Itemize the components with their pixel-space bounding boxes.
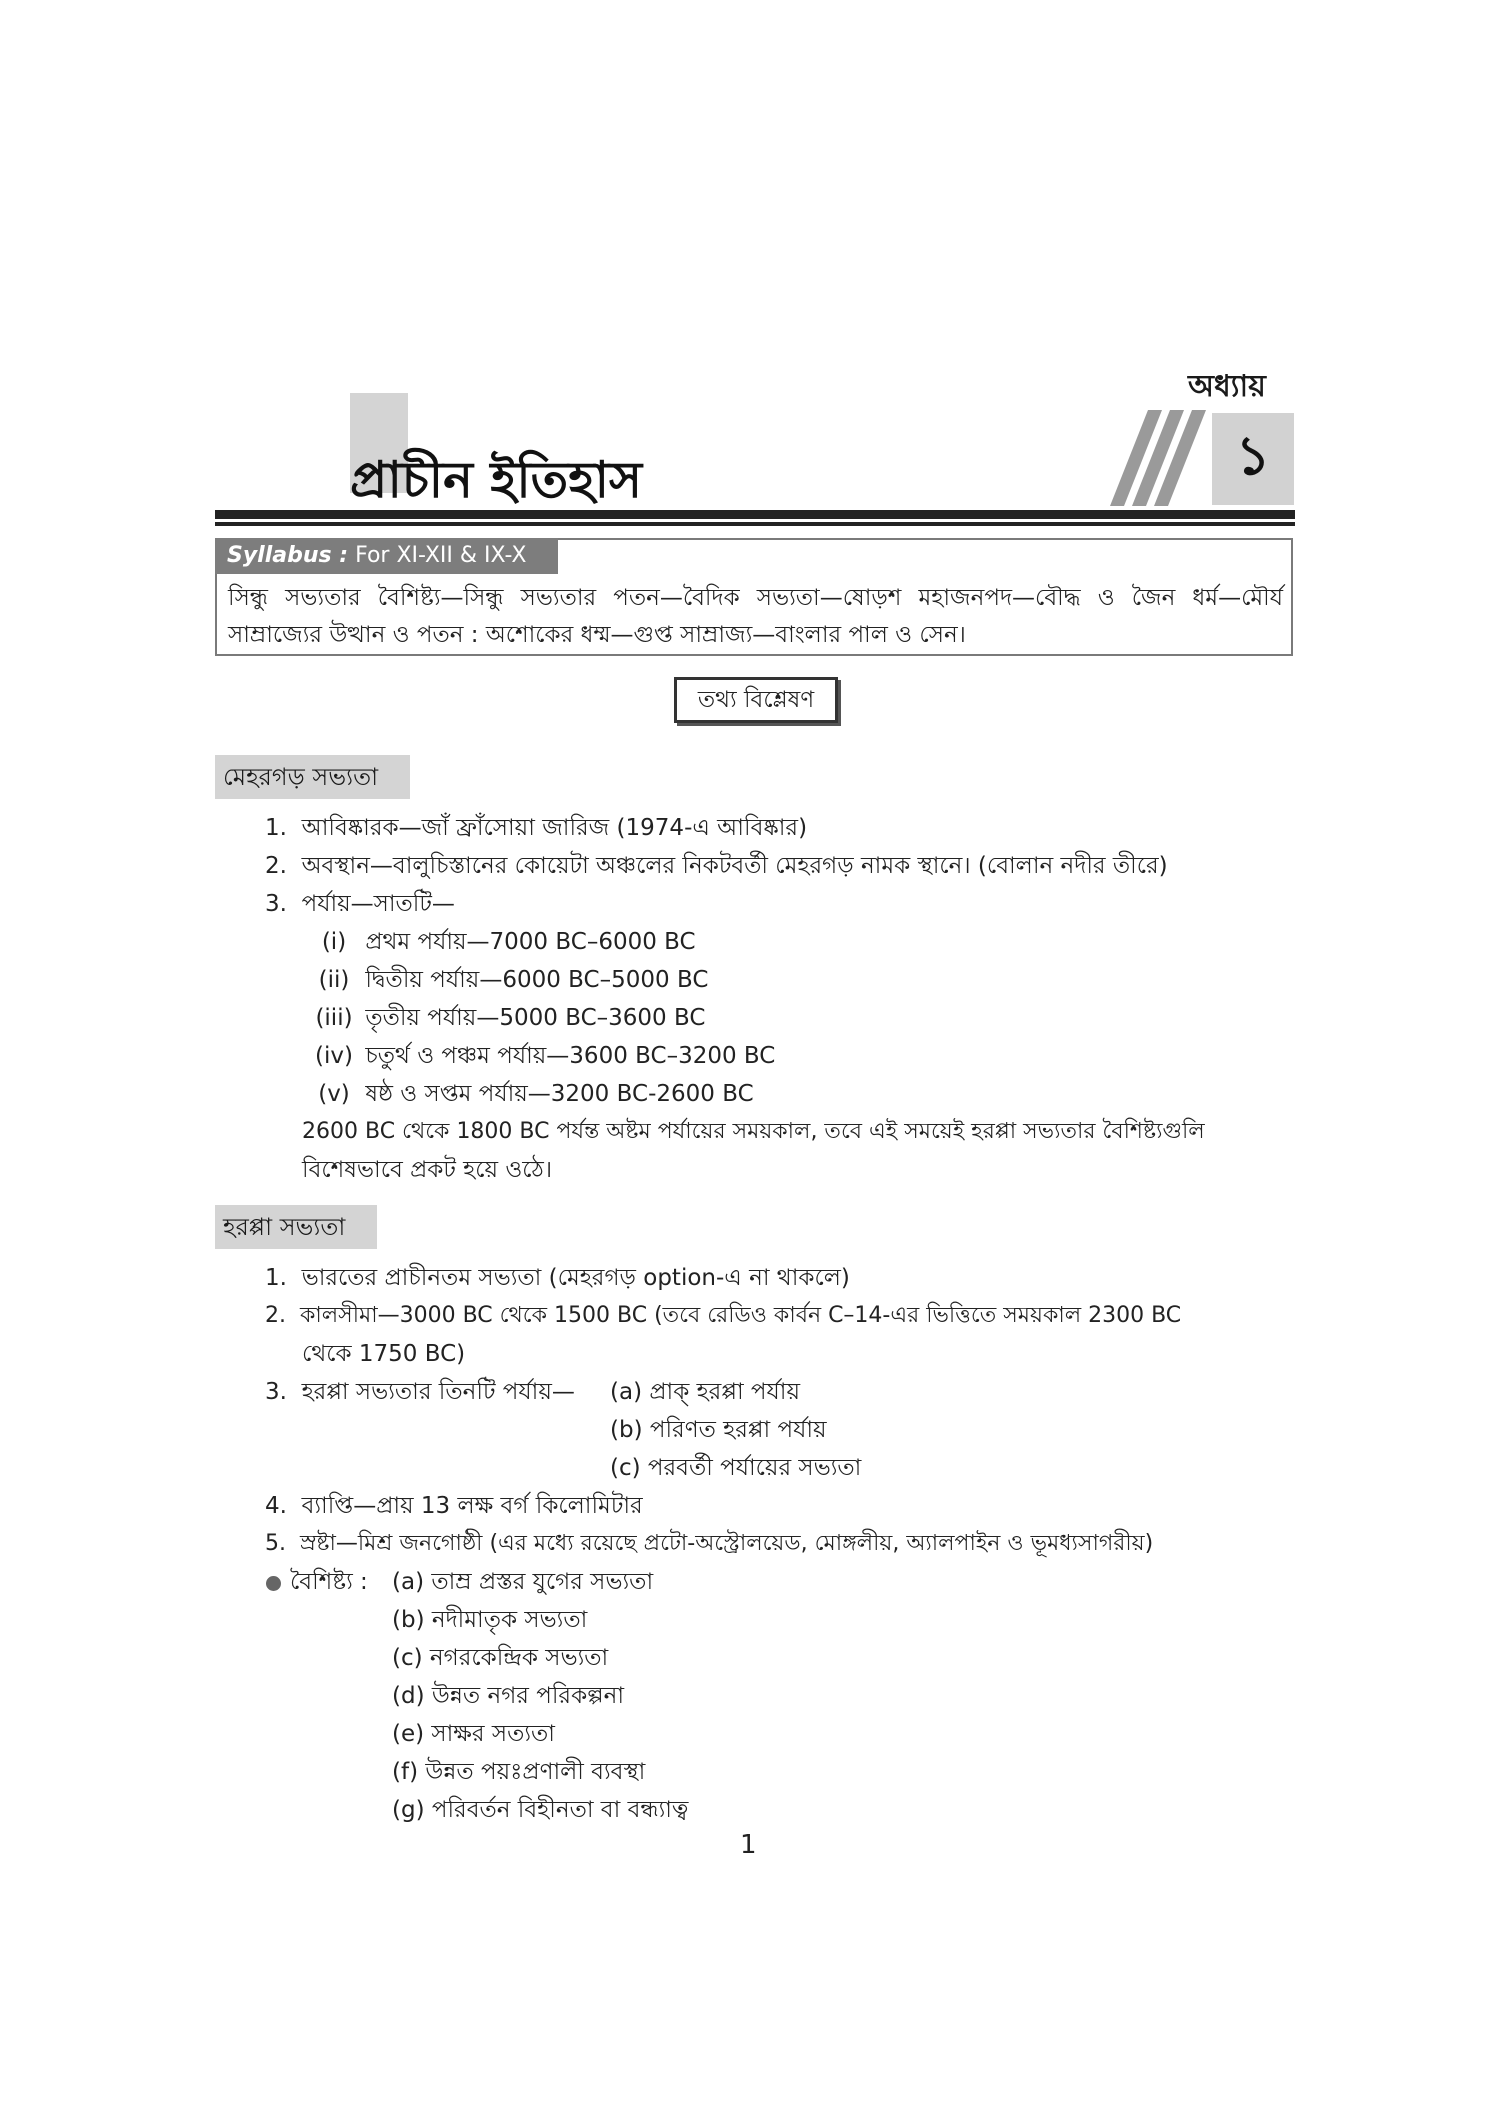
item-number: 1. <box>265 815 287 841</box>
features-label: বৈশিষ্ট্য : <box>290 1569 368 1595</box>
sub-item-text: ষষ্ঠ ও সপ্তম পর্যায়—3200 BC-2600 BC <box>365 1081 754 1107</box>
sub-item-number: (iv) <box>315 1043 353 1069</box>
item-number: 3. <box>265 891 287 917</box>
feature-text: নদীমাতৃক সভ্যতা <box>431 1607 588 1633</box>
sub-list-item <box>310 961 708 999</box>
sub-item-text: তৃতীয় পর্যায়—5000 BC–3600 BC <box>365 1005 706 1031</box>
header-rule-thin <box>215 522 1295 526</box>
feature-text: পরিবর্তন বিহীনতা বা বন্ধ্যাত্ব <box>431 1797 689 1823</box>
phase-text: পরবর্তী পর্যায়ের সভ্যতা <box>647 1455 862 1481</box>
bullet-icon <box>266 1576 281 1591</box>
item-number: 3. <box>265 1379 287 1405</box>
item-text: আবিষ্কারক—জাঁ ফ্রাঁসোয়া জারিজ (1974-এ আবিষ্কার) <box>301 815 808 841</box>
feature-text: উন্নত নগর পরিকল্পনা <box>431 1683 624 1709</box>
item-text: কালসীমা—3000 BC থেকে 1500 BC (তবে রেডিও কার্বন C–14-এর ভিত্তিতে সময়কাল 2300 BC <box>300 1303 1182 1328</box>
feature-item <box>392 1563 653 1601</box>
syllabus-classes: For XI-XII & IX-X <box>348 543 527 568</box>
item-number: 5. <box>265 1531 286 1556</box>
item-text: ব্যাপ্তি—প্রায় 13 লক্ষ বর্গ কিলোমিটার <box>301 1493 643 1519</box>
item-text: স্রষ্টা—মিশ্র জনগোষ্ঠী (এর মধ্যে রয়েছে প্রটো-অস্ট্রোলয়েড, মোঙ্গলীয়, অ্যালপাইন ও ভূমধ্যসাগরীয়) <box>300 1531 1154 1556</box>
item-text: ভারতের প্রাচীনতম সভ্যতা (মেহরগড় option-এ না থাকলে) <box>301 1265 850 1291</box>
sub-list-item <box>310 999 705 1037</box>
item-number: 1. <box>265 1265 287 1291</box>
section-heading-mehrgarh: মেহরগড় সভ্যতা <box>215 755 410 799</box>
phase-number: (a) <box>610 1379 643 1405</box>
sub-item-number: (v) <box>318 1081 350 1107</box>
sub-item-text: প্রথম পর্যায়—7000 BC–6000 BC <box>365 929 696 955</box>
item-number: 2. <box>265 1303 286 1328</box>
info-analysis-heading: তথ্য বিশ্লেষণ <box>674 677 838 723</box>
chapter-label: অধ্যায় <box>1188 369 1266 404</box>
feature-number: (a) <box>392 1569 425 1595</box>
sub-list-item <box>310 1075 754 1113</box>
item-number: 4. <box>265 1493 287 1519</box>
feature-number: (c) <box>392 1645 423 1671</box>
list-item <box>265 1487 643 1525</box>
feature-number: (e) <box>392 1721 425 1747</box>
sub-item-number: (i) <box>321 929 347 955</box>
list-item <box>265 885 455 923</box>
phase-item <box>610 1449 861 1487</box>
sub-list-item <box>310 923 696 961</box>
sub-list-item <box>310 1037 775 1075</box>
item-number: 2. <box>265 853 287 879</box>
section-heading-harappa: হরপ্পা সভ্যতা <box>215 1205 377 1249</box>
page-number: 1 <box>740 1830 757 1860</box>
feature-item <box>392 1753 645 1791</box>
sub-item-number: (iii) <box>315 1005 353 1031</box>
list-item <box>265 847 1168 885</box>
item-text: অবস্থান—বালুচিস্তানের কোয়েটা অঞ্চলের নিকটবর্তী মেহরগড় নামক স্থানে। (বোলান নদীর তীরে) <box>301 853 1168 879</box>
decorative-stripes <box>1110 410 1220 510</box>
feature-number: (b) <box>392 1607 425 1633</box>
feature-item <box>392 1715 555 1753</box>
mehrgarh-note-cont: বিশেষভাবে প্রকট হয়ে ওঠে। <box>302 1157 553 1183</box>
list-item <box>265 1373 575 1411</box>
chapter-number: ১ <box>1235 424 1271 487</box>
item-text: পর্যায়—সাতটি— <box>301 891 455 917</box>
list-item-cont: থেকে 1750 BC) <box>302 1341 466 1367</box>
sub-item-text: চতুর্থ ও পঞ্চম পর্যায়—3600 BC–3200 BC <box>365 1043 776 1069</box>
feature-text: তাম্র প্রস্তর যুগের সভ্যতা <box>431 1569 654 1595</box>
phase-text: পরিণত হরপ্পা পর্যায় <box>649 1417 827 1443</box>
feature-item <box>392 1601 587 1639</box>
feature-number: (d) <box>392 1683 425 1709</box>
syllabus-text: সিন্ধু সভ্যতার বৈশিষ্ট্য—সিন্ধু সভ্যতার পতন—বৈদিক সভ্যতা—ষোড়শ মহাজনপদ—বৌদ্ধ ও জৈন ধর্ম—মৌর্য সাম্রাজ্যের উত্থান ও পতন : অশোকের ধম্ম—গুপ্ত সাম্রাজ্য—বাংলার পাল ও সেন। <box>228 585 1283 648</box>
feature-text: সাক্ষর সত্যতা <box>431 1721 555 1747</box>
phase-number: (c) <box>610 1455 641 1481</box>
header-rule <box>215 510 1295 519</box>
phase-item <box>610 1411 827 1449</box>
list-item <box>265 1525 1153 1563</box>
mehrgarh-note: 2600 BC থেকে 1800 BC পর্যন্ত অষ্টম পর্যায়ের সময়কাল, তবে এই সময়েই হরপ্পা সভ্যতার বৈশিষ্ট্যগুলি <box>302 1119 1205 1144</box>
sub-item-number: (ii) <box>318 967 350 993</box>
phase-number: (b) <box>610 1417 643 1443</box>
feature-number: (g) <box>392 1797 425 1823</box>
feature-item <box>392 1639 608 1677</box>
list-item <box>265 809 807 847</box>
feature-text: নগরকেন্দ্রিক সভ্যতা <box>429 1645 609 1671</box>
feature-number: (f) <box>392 1759 419 1785</box>
item-text: হরপ্পা সভ্যতার তিনটি পর্যায়— <box>301 1379 575 1405</box>
phase-item <box>610 1373 800 1411</box>
phase-text: প্রাক্ হরপ্পা পর্যায় <box>649 1379 801 1405</box>
list-item <box>265 1297 1181 1335</box>
feature-item <box>392 1791 688 1829</box>
syllabus-header <box>215 538 558 574</box>
chapter-title: প্রাচীন ইতিহাস <box>350 451 642 509</box>
list-item <box>265 1259 850 1297</box>
sub-item-text: দ্বিতীয় পর্যায়—6000 BC–5000 BC <box>365 967 709 993</box>
syllabus-label: Syllabus : <box>227 543 349 568</box>
feature-item <box>392 1677 624 1715</box>
feature-text: উন্নত পয়ঃপ্রণালী ব্যবস্থা <box>425 1759 646 1785</box>
